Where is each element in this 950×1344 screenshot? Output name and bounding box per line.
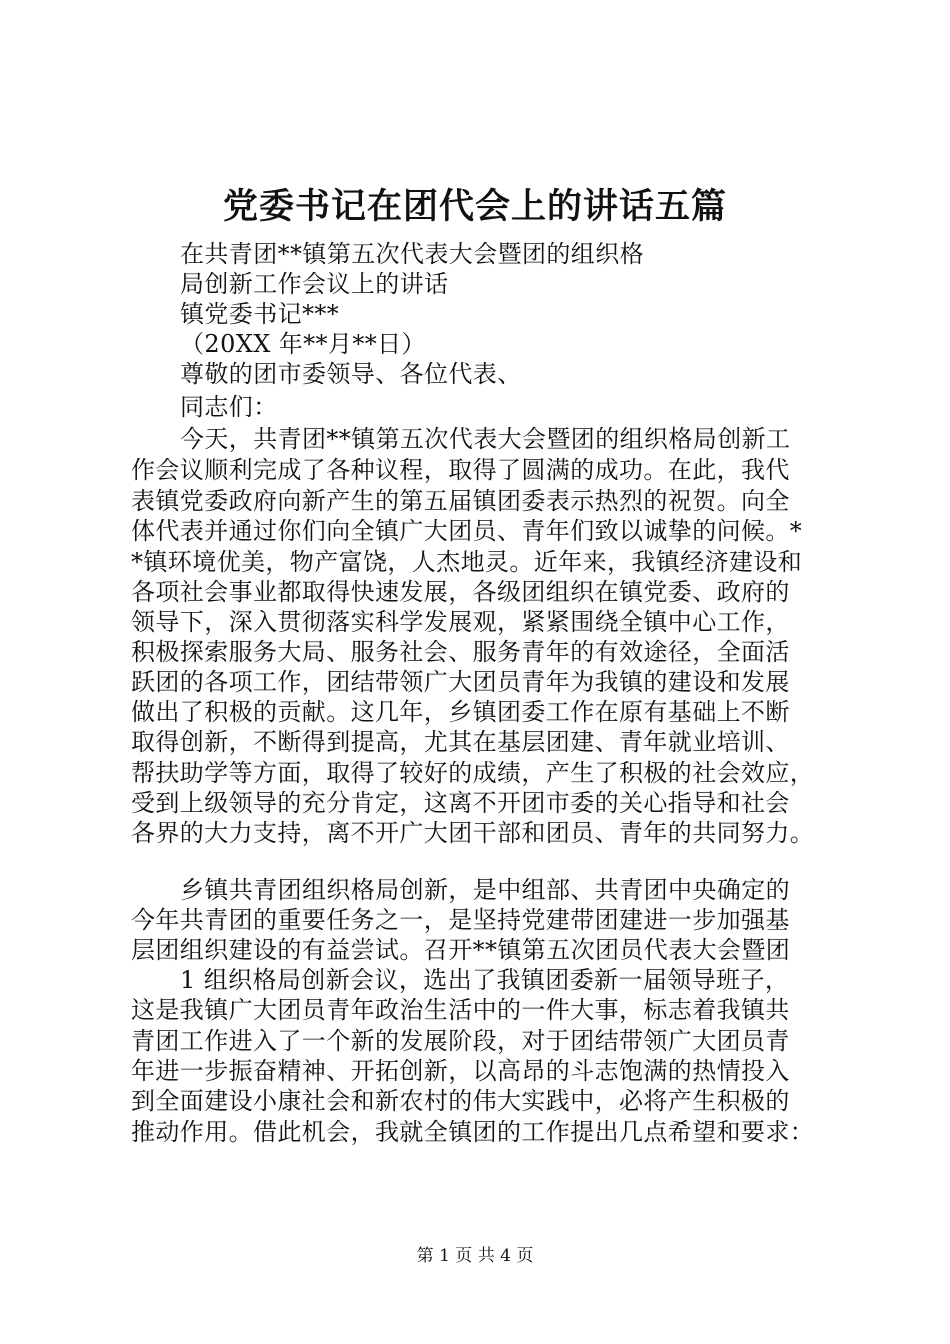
paragraph-line: 这是我镇广大团员青年政治生活中的一件大事，标志着我镇共 bbox=[131, 996, 790, 1024]
paragraph-line: 帮扶助学等方面，取得了较好的成绩，产生了积极的社会效应， bbox=[131, 759, 815, 787]
paragraph-line: 作会议顺利完成了各种议程，取得了圆满的成功。在此，我代 bbox=[131, 456, 790, 484]
paragraph-line: 领导下，深入贯彻落实科学发展观，紧紧围绕全镇中心工作， bbox=[131, 608, 790, 636]
header-line: 镇党委书记*** bbox=[180, 300, 340, 328]
paragraph-line: 体代表并通过你们向全镇广大团员、青年们致以诚挚的问候。* bbox=[131, 517, 803, 545]
paragraph-line: 受到上级领导的充分肯定，这离不开团市委的关心指导和社会 bbox=[131, 789, 790, 817]
paragraph-line: 年进一步振奋精神、开拓创新，以高昂的斗志饱满的热情投入 bbox=[131, 1057, 790, 1085]
paragraph-line: 各界的大力支持，离不开广大团干部和团员、青年的共同努力。 bbox=[131, 819, 815, 847]
document-title: 党委书记在团代会上的讲话五篇 bbox=[222, 186, 727, 227]
paragraph-line: 积极探索服务大局、服务社会、服务青年的有效途径，全面活 bbox=[131, 638, 790, 666]
header-line: 尊敬的团市委领导、各位代表、 bbox=[180, 360, 522, 388]
header-line: （20XX 年**月**日） bbox=[180, 330, 426, 358]
paragraph-line: 乡镇共青团组织格局创新，是中组部、共青团中央确定的 bbox=[180, 876, 790, 904]
paragraph-line: 跃团的各项工作，团结带领广大团员青年为我镇的建设和发展 bbox=[131, 668, 790, 696]
paragraph-line: 今年共青团的重要任务之一，是坚持党建带团建进一步加强基 bbox=[131, 906, 790, 934]
paragraph-line: 推动作用。借此机会，我就全镇团的工作提出几点希望和要求： bbox=[131, 1118, 815, 1146]
paragraph-line: 今天，共青团**镇第五次代表大会暨团的组织格局创新工 bbox=[180, 425, 791, 453]
paragraph-line: 取得创新，不断得到提高，尤其在基层团建、青年就业培训、 bbox=[131, 728, 790, 756]
paragraph-line: 表镇党委政府向新产生的第五届镇团委表示热烈的祝贺。向全 bbox=[131, 487, 790, 515]
header-line: 局创新工作会议上的讲话 bbox=[180, 270, 449, 298]
paragraph-line: 各项社会事业都取得快速发展，各级团组织在镇党委、政府的 bbox=[131, 578, 790, 606]
page-number: 第 1 页 共 4 页 bbox=[416, 1246, 534, 1266]
paragraph-line: 层团组织建设的有益尝试。召开**镇第五次团员代表大会暨团 bbox=[131, 936, 791, 964]
paragraph-line: *镇环境优美，物产富饶，人杰地灵。近年来，我镇经济建设和 bbox=[131, 548, 803, 576]
paragraph-line: 1 组织格局创新会议，选出了我镇团委新一届领导班子， bbox=[180, 966, 790, 994]
header-line: 在共青团**镇第五次代表大会暨团的组织格 bbox=[180, 240, 644, 268]
header-line: 同志们： bbox=[180, 393, 278, 421]
paragraph-line: 到全面建设小康社会和新农村的伟大实践中，必将产生积极的 bbox=[131, 1087, 790, 1115]
paragraph-line: 做出了积极的贡献。这几年，乡镇团委工作在原有基础上不断 bbox=[131, 698, 790, 726]
paragraph-line: 青团工作进入了一个新的发展阶段，对于团结带领广大团员青 bbox=[131, 1027, 790, 1055]
